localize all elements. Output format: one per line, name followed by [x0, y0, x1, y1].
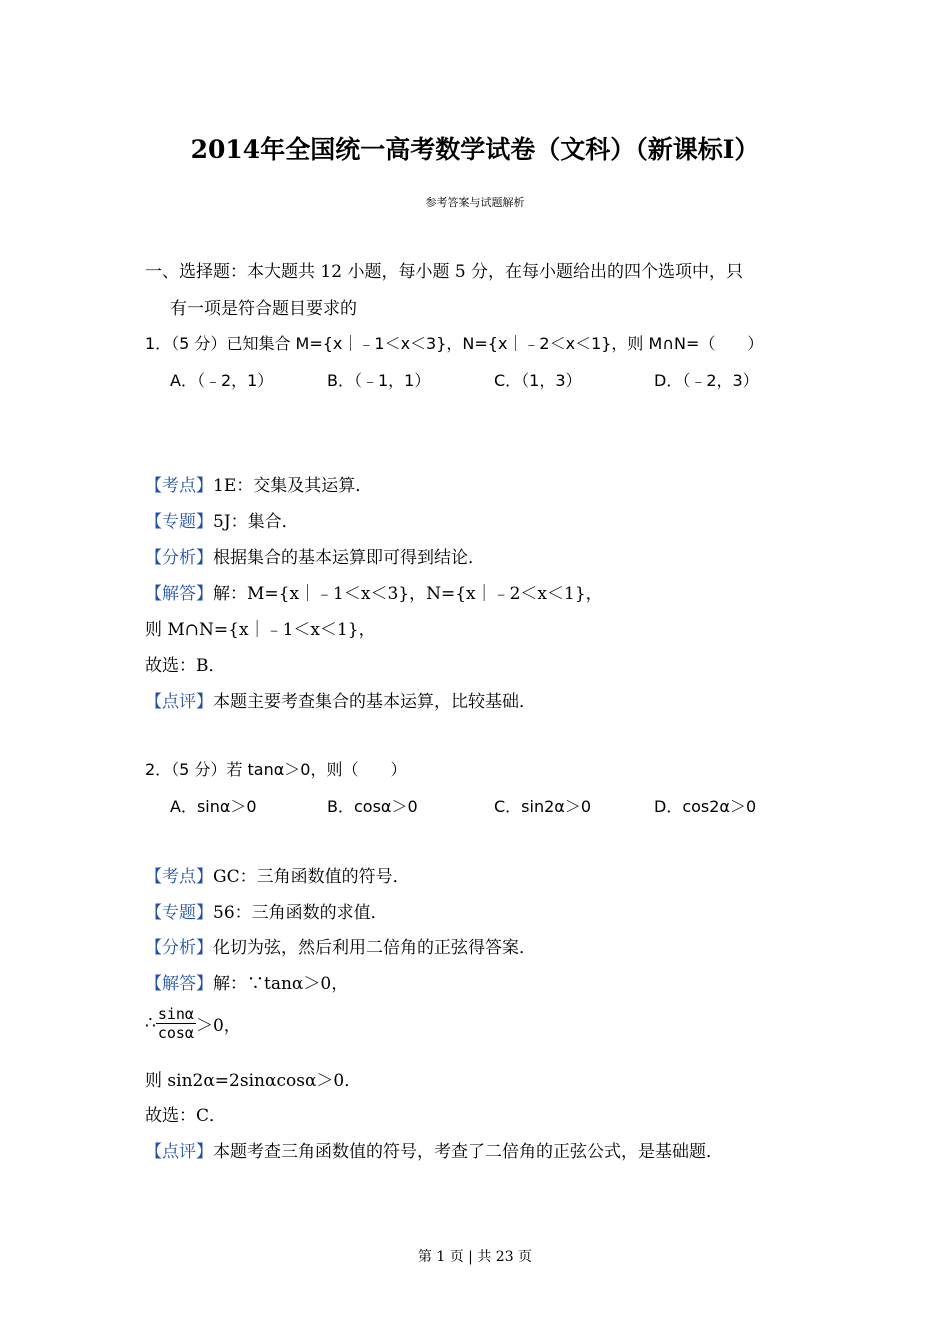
- q2-kaodian-tag: 【考点】: [145, 867, 213, 887]
- question-1-option-c: C．（1，3）: [494, 371, 582, 390]
- therefore-symbol: ∴: [145, 1013, 156, 1034]
- question-1-option-b: B．（﹣1，1）: [327, 371, 431, 390]
- q1-dianping-text: 本题主要考查集合的基本运算，比较基础．: [213, 692, 536, 712]
- q1-jieda-line: [145, 579, 603, 604]
- section-heading-line1: 一、选择题：本大题共 12 小题，每小题 5 分，在每小题给出的四个选项中，只: [145, 262, 744, 282]
- q1-zhuanti-text: 5J：集合．: [213, 512, 299, 532]
- sin-over-cos-fraction: [156, 1005, 196, 1042]
- question-1-stem: 1．（5 分）已知集合 M={x｜﹣1＜x＜3}，N={x｜﹣2＜x＜1}，则 M∩N=（ ）: [145, 334, 764, 353]
- q2-jieda-line: [145, 969, 348, 994]
- q2-answer: 故选：C．: [145, 1106, 227, 1126]
- q1-kaodian-line: [145, 471, 372, 496]
- q1-fenxi-line: [145, 543, 485, 568]
- q1-answer: 故选：B．: [145, 656, 226, 676]
- question-2-stem: 2．（5 分）若 tanα＞0，则（ ）: [145, 760, 407, 779]
- question-2-option-c: C．sin2α＞0: [494, 797, 592, 816]
- q1-kaodian-text: 1E：交集及其运算．: [213, 476, 373, 496]
- q2-fraction-line: [145, 1005, 241, 1042]
- q2-zhuanti-line: [145, 898, 388, 923]
- q1-jieda-tag: 【解答】: [145, 584, 213, 604]
- q2-step2: 则 sin2α=2sinαcosα＞0．: [145, 1071, 362, 1091]
- q2-fenxi-tag: 【分析】: [145, 938, 213, 958]
- fraction-denominator: cosα: [157, 1024, 194, 1042]
- q2-jieda-tag: 【解答】: [145, 974, 213, 994]
- q2-zhuanti-tag: 【专题】: [145, 903, 213, 923]
- question-2-option-b: B．cosα＞0: [327, 797, 418, 816]
- q2-dianping-line: [145, 1137, 723, 1162]
- q2-dianping-tag: 【点评】: [145, 1142, 213, 1162]
- q1-dianping-tag: 【点评】: [145, 692, 213, 712]
- question-2-option-a: A．sinα＞0: [170, 797, 257, 816]
- fraction-inequality: ＞0，: [195, 1016, 241, 1036]
- page-subtitle: 参考答案与试题解析: [425, 196, 525, 209]
- q1-zhuanti-tag: 【专题】: [145, 512, 213, 532]
- q1-jieda-text: 解：M={x｜﹣1＜x＜3}，N={x｜﹣2＜x＜1}，: [213, 584, 603, 604]
- q1-fenxi-text: 根据集合的基本运算即可得到结论．: [213, 548, 485, 568]
- q2-kaodian-line: [145, 862, 410, 887]
- question-2-option-d: D．cos2α＞0: [654, 797, 757, 816]
- page-footer: 第 1 页 | 共 23 页: [417, 1249, 533, 1265]
- q2-kaodian-text: GC：三角函数值的符号．: [213, 867, 410, 887]
- question-1-option-d: D．（﹣2，3）: [654, 371, 759, 390]
- question-1-option-a: A．（﹣2，1）: [170, 371, 274, 390]
- q1-zhuanti-line: [145, 507, 299, 532]
- fraction-numerator: sinα: [157, 1005, 194, 1023]
- q2-dianping-text: 本题考查三角函数值的符号，考查了二倍角的正弦公式，是基础题．: [213, 1142, 723, 1162]
- section-heading-line2: 有一项是符合题目要求的: [170, 299, 357, 319]
- q2-jieda-text: 解：∵tanα＞0，: [213, 974, 349, 994]
- q1-kaodian-tag: 【考点】: [145, 476, 213, 496]
- q2-fenxi-line: [145, 933, 536, 958]
- q2-zhuanti-text: 56：三角函数的求值．: [213, 903, 388, 923]
- q1-fenxi-tag: 【分析】: [145, 548, 213, 568]
- q2-fenxi-text: 化切为弦，然后利用二倍角的正弦得答案．: [213, 938, 536, 958]
- q1-dianping-line: [145, 687, 536, 712]
- page-title: 2014年全国统一高考数学试卷（文科）（新课标Ⅰ）: [190, 135, 760, 164]
- q1-step1: 则 M∩N={x｜﹣1＜x＜1}，: [145, 620, 376, 640]
